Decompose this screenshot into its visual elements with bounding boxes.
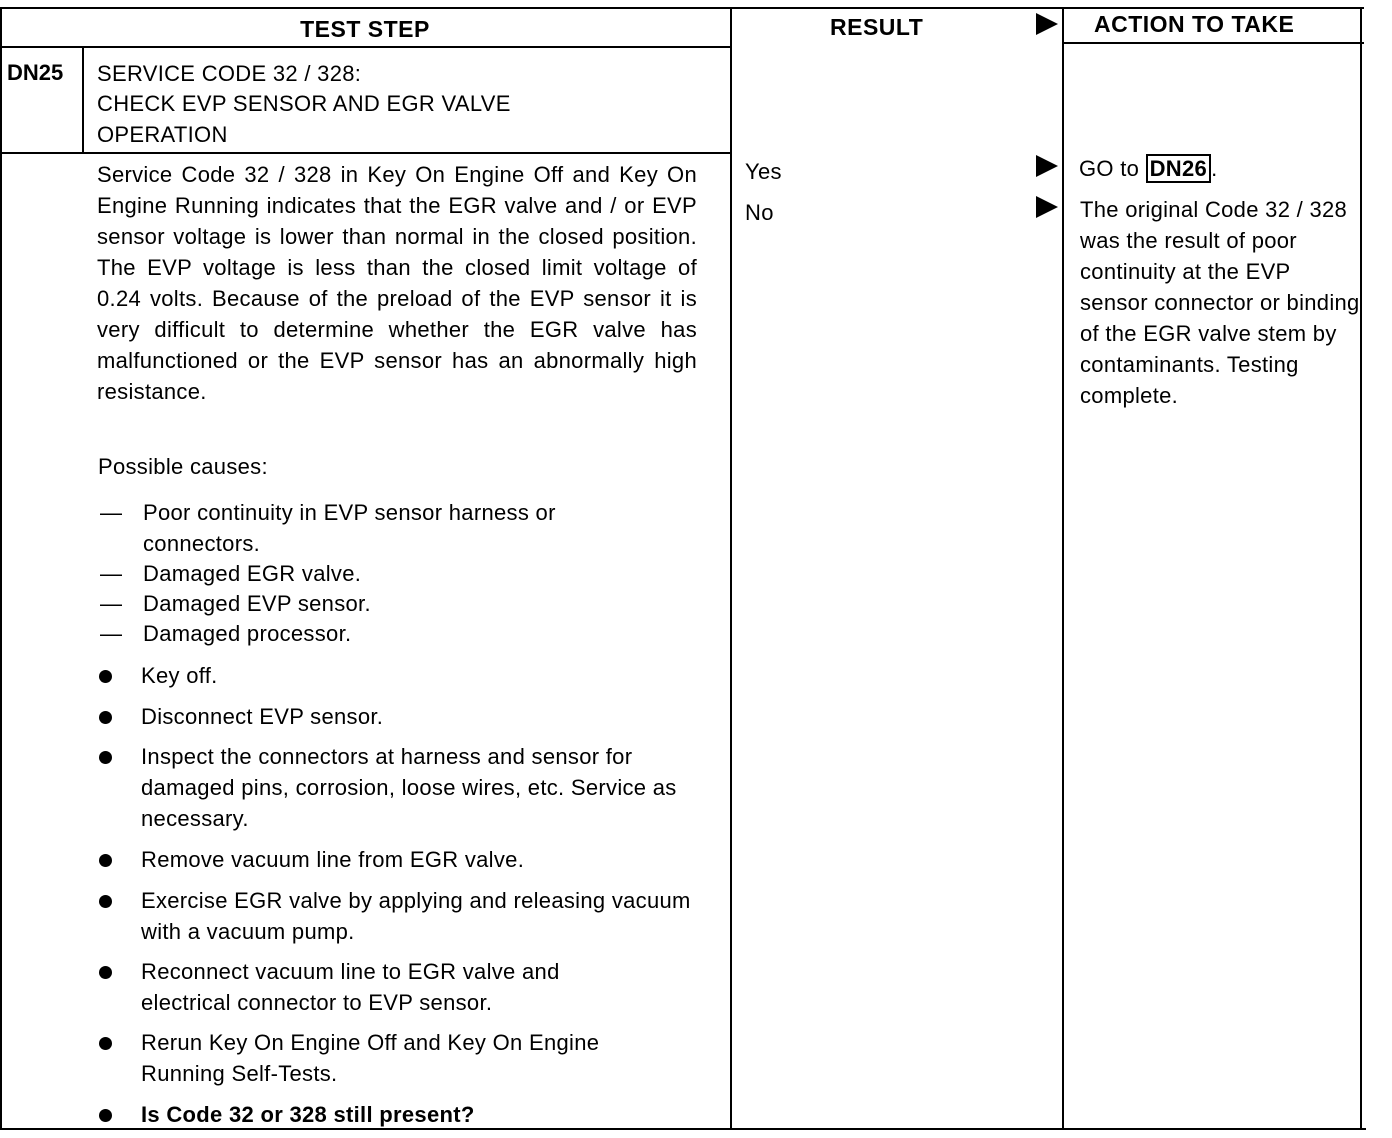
cause-dash-3: —: [100, 591, 123, 616]
bullet-icon: [99, 1109, 112, 1122]
action-yes-suffix: .: [1211, 156, 1218, 181]
step-title-bottom-border: [0, 152, 732, 154]
step-description: Service Code 32 / 328 in Key On Engine Off and Key On Engine Running indicates that the EGR valve and / or EVP sensor voltage is lower than normal in the closed position. The EVP voltage is less than the closed limit voltage of 0.24 volts. Because of the preload of the EVP sensor it is very difficult to determine whether the EGR valve has malfunctioned or the EVP sensor has an abnormally high resistance.: [97, 162, 697, 404]
cause-dash-1: —: [100, 500, 123, 525]
cause-item-4: Damaged processor.: [143, 621, 352, 646]
header-bottom-border-left: [0, 46, 732, 48]
bullet-icon: [99, 670, 112, 683]
action-yes-prefix: GO to: [1079, 156, 1140, 181]
bullet-icon: [99, 711, 112, 724]
step-instruction-7: Rerun Key On Engine Off and Key On Engine Running Self-Tests.: [141, 1030, 600, 1086]
step-title-line-3: OPERATION: [97, 122, 228, 147]
bullet-icon: [99, 966, 112, 979]
cause-dash-4: —: [100, 621, 123, 646]
header-arrow-icon: [1036, 13, 1058, 35]
step-title-line-2: CHECK EVP SENSOR AND EGR VALVE: [97, 91, 511, 116]
step-instruction-3: Inspect the connectors at harness and sensor for damaged pins, corrosion, loose wires, etc. Service as necessary.: [141, 744, 677, 831]
header-action-to-take: ACTION TO TAKE: [1094, 11, 1295, 37]
cause-item-2: Damaged EGR valve.: [143, 561, 362, 586]
bullet-icon: [99, 1037, 112, 1050]
cause-item-1: Poor continuity in EVP sensor harness or connectors.: [143, 500, 556, 556]
header-bottom-border-right: [1064, 42, 1364, 44]
step-title-line-1: SERVICE CODE 32 / 328:: [97, 61, 362, 86]
step-instruction-5: Exercise EGR valve by applying and releasing vacuum with a vacuum pump.: [141, 888, 691, 944]
table-left-border: [0, 7, 2, 1130]
action-yes-target-ref: DN26: [1146, 154, 1211, 183]
cause-item-3: Damaged EVP sensor.: [143, 591, 371, 616]
action-yes: [1079, 153, 1217, 184]
bullet-icon: [99, 854, 112, 867]
bullet-icon: [99, 895, 112, 908]
result-yes-arrow-icon: [1036, 155, 1058, 177]
bullet-icon: [99, 751, 112, 764]
test-step-result-divider: [730, 7, 732, 1130]
step-instruction-6: Reconnect vacuum line to EGR valve and electrical connector to EVP sensor.: [141, 959, 560, 1015]
step-id: DN25: [7, 60, 64, 85]
table-top-border: [0, 7, 1364, 9]
result-yes: Yes: [745, 159, 782, 184]
step-instruction-4: Remove vacuum line from EGR valve.: [141, 847, 525, 872]
step-question: Is Code 32 or 328 still present?: [141, 1102, 475, 1127]
action-no: The original Code 32 / 328 was the result of poor continuity at the EVP sensor connector or binding of the EGR valve stem by contaminants. Testing complete.: [1080, 197, 1360, 408]
result-no: No: [745, 200, 774, 225]
possible-causes-label: Possible causes:: [98, 454, 268, 479]
step-instruction-1: Key off.: [141, 663, 218, 688]
header-test-step: TEST STEP: [300, 16, 430, 42]
table-right-border: [1360, 7, 1362, 1130]
step-instruction-2: Disconnect EVP sensor.: [141, 704, 384, 729]
result-action-divider: [1062, 7, 1064, 1130]
cause-dash-2: —: [100, 561, 123, 586]
result-no-arrow-icon: [1036, 196, 1058, 218]
header-result: RESULT: [830, 14, 924, 40]
step-id-column-divider: [82, 46, 84, 154]
